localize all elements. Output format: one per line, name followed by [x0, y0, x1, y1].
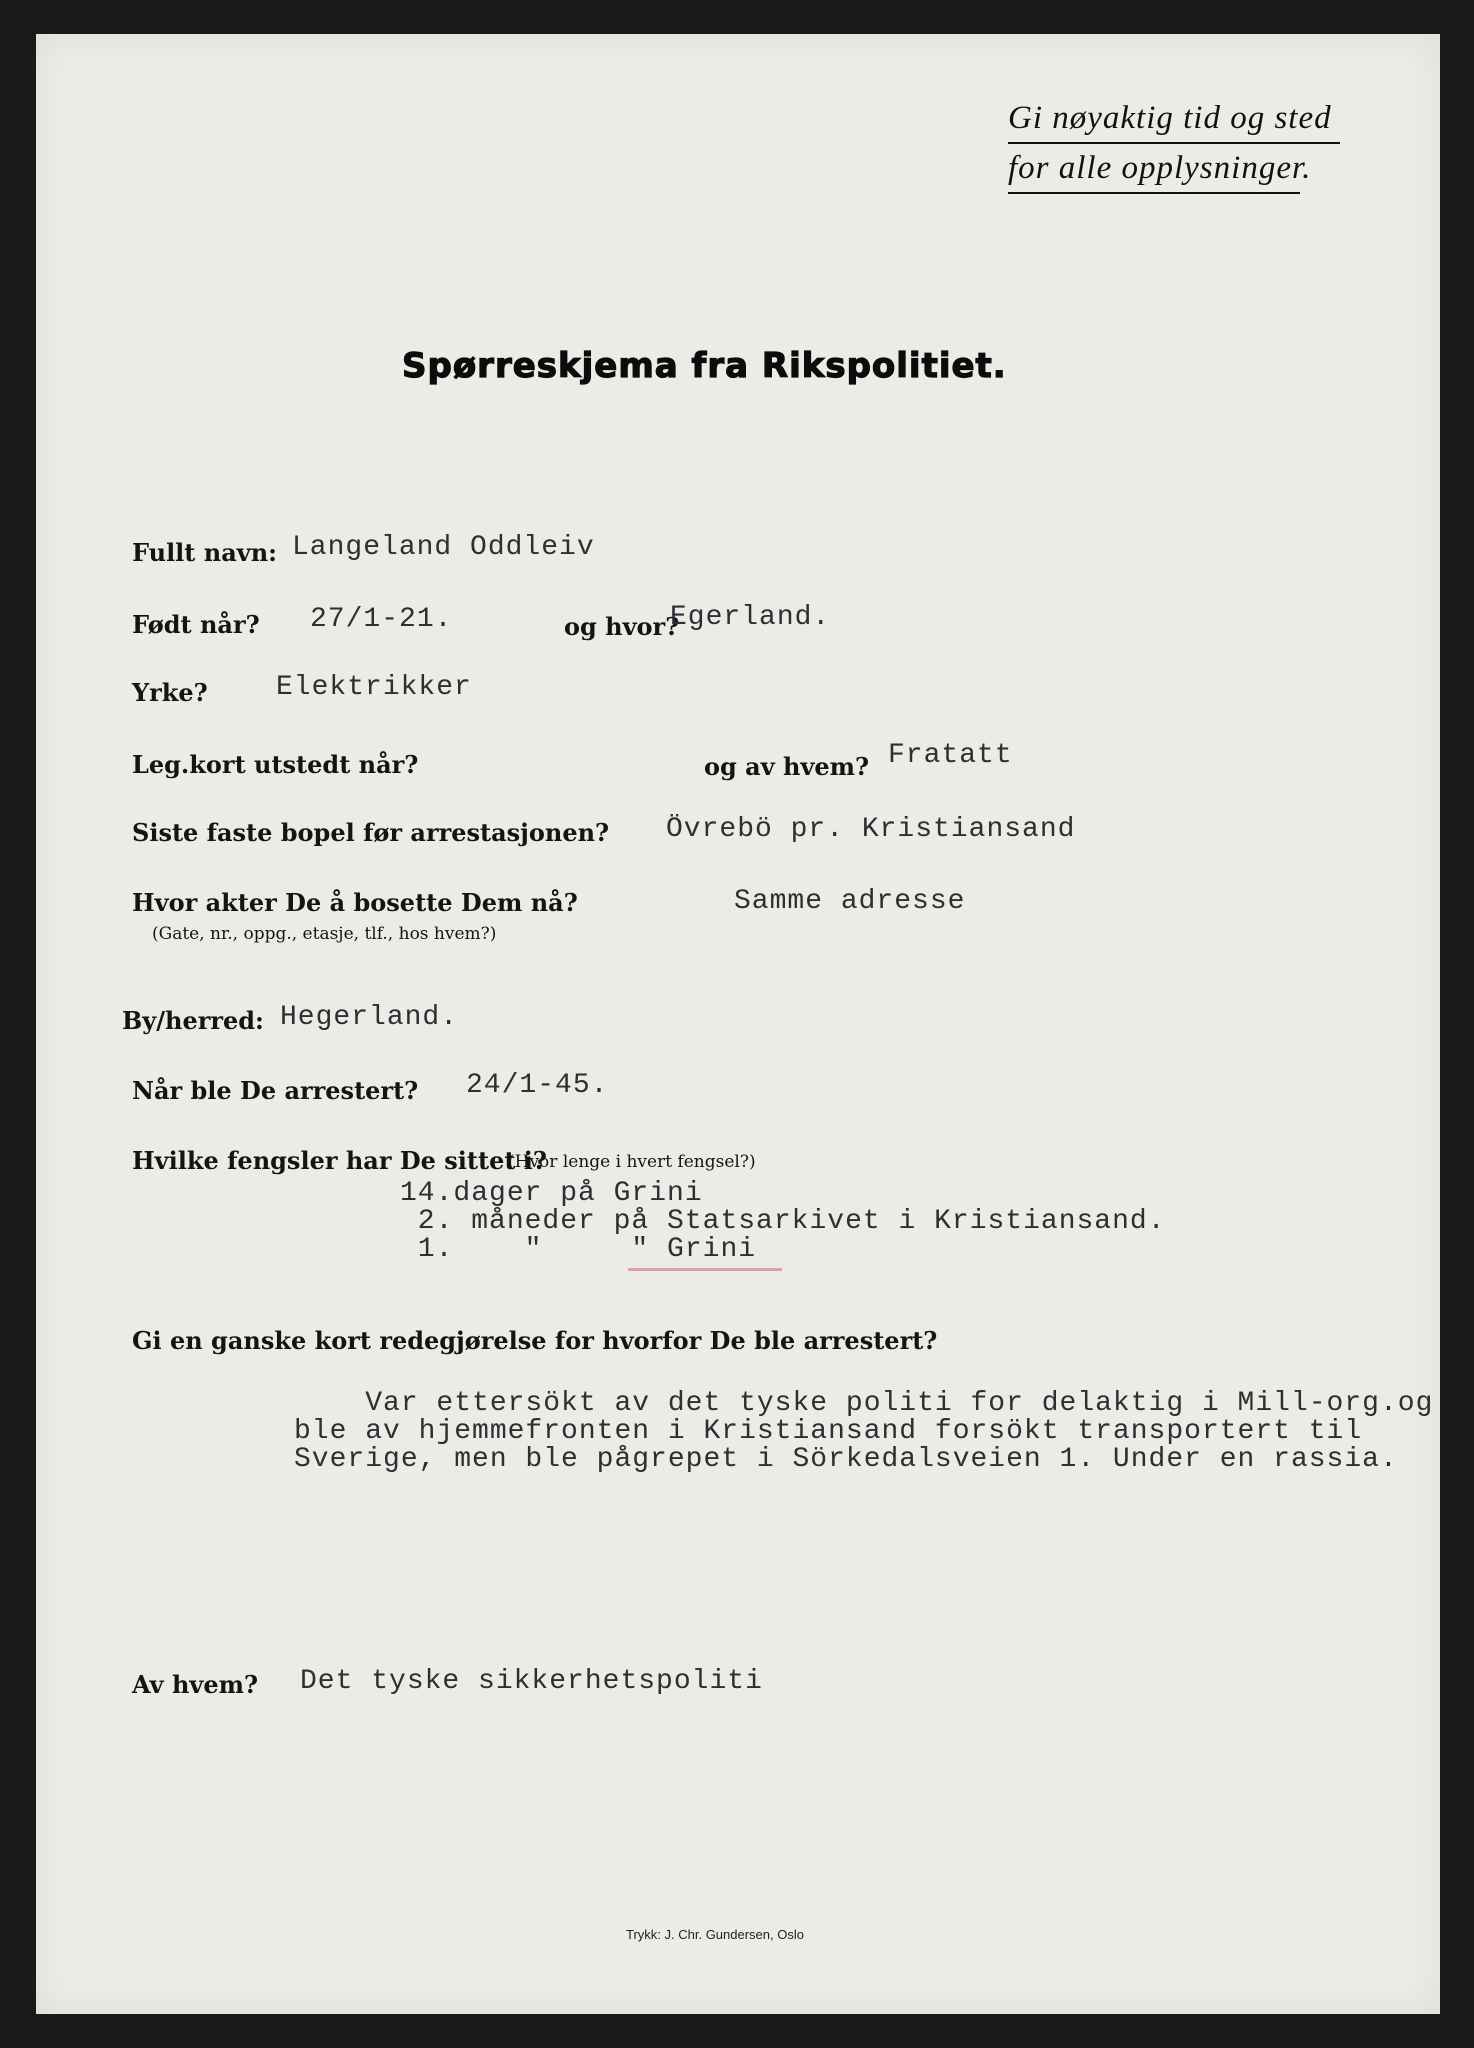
instruction-line-1: Gi nøyaktig tid og sted: [1008, 100, 1332, 136]
arrested-by-value: Det tyske sikkerhetspoliti: [300, 1666, 763, 1697]
prison-line-3: 1. " " Grini: [400, 1234, 757, 1265]
arrested-when-value: 24/1-45.: [466, 1070, 609, 1101]
reason-line-2: ble av hjemmefronten i Kristiansand forsökt transportert til: [294, 1416, 1363, 1447]
instruction-line-2: for alle opplysninger.: [1008, 150, 1312, 186]
reason-line-3: Sverige, men ble pågrepet i Sörkedalsveien 1. Under en rassia.: [294, 1444, 1398, 1475]
prison-line-2: 2. måneder på Statsarkivet i Kristiansand.: [400, 1206, 1166, 1237]
last-address-label: Siste faste bopel før arrestasjonen?: [132, 818, 610, 847]
prison-line-1: 14.dager på Grini: [400, 1178, 703, 1209]
instruction-underline-1: [1008, 142, 1340, 144]
form-title: Spørreskjema fra Rikspolitiet.: [402, 346, 1007, 386]
new-address-label: Hvor akter De å bosette Dem nå?: [132, 888, 578, 917]
born-where-value: Egerland.: [670, 602, 831, 633]
last-address-value: Övrebö pr. Kristiansand: [666, 814, 1076, 845]
prisons-hint: (Hvor lenge i hvert fengsel?): [508, 1152, 756, 1172]
idcard-when-label: Leg.kort utstedt når?: [132, 750, 419, 779]
new-address-hint: (Gate, nr., oppg., etasje, tlf., hos hvem?): [152, 924, 497, 944]
instruction-underline-2: [1008, 192, 1300, 194]
form-page: [36, 34, 1440, 2014]
name-label: Fullt navn:: [132, 538, 277, 567]
district-value: Hegerland.: [280, 1002, 459, 1033]
arrested-when-label: Når ble De arrestert?: [132, 1076, 419, 1105]
idcard-by-label: og av hvem?: [704, 752, 870, 781]
red-pencil-mark: [628, 1268, 782, 1271]
printer-credit: Trykk: J. Chr. Gundersen, Oslo: [626, 1927, 804, 1942]
prisons-label: Hvilke fengsler har De sittet i?: [132, 1146, 547, 1175]
arrested-by-label: Av hvem?: [132, 1670, 259, 1699]
district-label: By/herred:: [122, 1006, 264, 1035]
born-where-label: og hvor?: [564, 612, 680, 641]
occupation-label: Yrke?: [132, 678, 208, 707]
reason-label: Gi en ganske kort redegjørelse for hvorfor De ble arrestert?: [132, 1326, 938, 1355]
born-when-label: Født når?: [132, 610, 260, 639]
idcard-by-value: Fratatt: [888, 740, 1013, 771]
born-when-value: 27/1-21.: [310, 604, 453, 635]
new-address-value: Samme adresse: [734, 886, 966, 917]
reason-line-1: Var ettersökt av det tyske politi for delaktig i Mill-org.og: [294, 1388, 1434, 1419]
occupation-value: Elektrikker: [276, 672, 472, 703]
name-value: Langeland Oddleiv: [292, 532, 595, 563]
